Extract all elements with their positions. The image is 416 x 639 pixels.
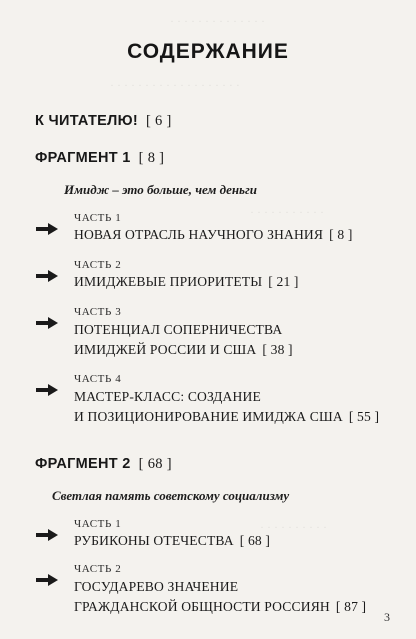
fragment-2-subtitle: Светлая память советскому социализму [52, 488, 290, 503]
toc-part-2-1[interactable] [36, 518, 376, 558]
part-number: ЧАСТЬ 2 [74, 259, 122, 271]
arrow-bullet-icon [36, 384, 58, 396]
toc-fragment-2[interactable] [35, 456, 172, 473]
show-through-text: · · · · · · · · · · · · · · [170, 14, 265, 28]
show-through-text: · · · · · · · · · · [260, 520, 327, 534]
part-page: [ 8 ] [329, 227, 353, 242]
toc-to-reader-entry[interactable] [35, 113, 172, 130]
part-number: ЧАСТЬ 1 [74, 518, 122, 530]
fragment-label: ФРАГМЕНТ 2 [35, 456, 131, 472]
fragment-page: [ 68 ] [138, 456, 172, 472]
part-page: [ 87 ] [335, 599, 367, 614]
fragment-page: [ 8 ] [138, 150, 165, 166]
toc-part-1-3[interactable] [36, 306, 376, 362]
part-title-line: ИМИДЖЕЙ РОССИИ И США [ 38 ] [74, 342, 293, 357]
toc-part-1-1[interactable] [36, 212, 376, 252]
part-title-line: НОВАЯ ОТРАСЛЬ НАУЧНОГО ЗНАНИЯ [ 8 ] [74, 227, 353, 242]
part-number: ЧАСТЬ 3 [74, 306, 122, 318]
arrow-bullet-icon [36, 270, 58, 282]
part-title-line: ПОТЕНЦИАЛ СОПЕРНИЧЕСТВА [74, 322, 283, 337]
part-page: [ 38 ] [262, 342, 293, 357]
arrow-bullet-icon [36, 317, 58, 329]
fragment-1-subtitle: Имидж – это больше, чем деньги [64, 182, 258, 197]
to-reader-page: [ 6 ] [145, 113, 172, 129]
toc-part-1-2[interactable] [36, 259, 376, 299]
arrow-bullet-icon [36, 223, 58, 235]
part-title-line: ГРАЖДАНСКОЙ ОБЩНОСТИ РОССИЯН [ 87 ] [74, 599, 367, 614]
part-title-line: ГОСУДАРЕВО ЗНАЧЕНИЕ [74, 579, 239, 594]
part-number: ЧАСТЬ 4 [74, 373, 122, 385]
page-title: СОДЕРЖАНИЕ [127, 40, 289, 63]
part-number: ЧАСТЬ 2 [74, 563, 122, 575]
to-reader-label: К ЧИТАТЕЛЮ! [35, 113, 138, 129]
arrow-bullet-icon [36, 574, 58, 586]
arrow-bullet-icon [36, 529, 58, 541]
toc-part-1-4[interactable] [36, 373, 380, 429]
part-page: [ 21 ] [268, 274, 299, 289]
show-through-text: · · · · · · · · · · · [250, 205, 324, 219]
show-through-text: · · · · · · · · · · · · · · · · · · · [110, 78, 240, 92]
fragment-label: ФРАГМЕНТ 1 [35, 150, 131, 166]
part-page: [ 68 ] [239, 533, 271, 548]
page-number: 3 [384, 610, 390, 624]
part-page: [ 55 ] [348, 409, 380, 424]
part-title-line: РУБИКОНЫ ОТЕЧЕСТВА [ 68 ] [74, 533, 271, 548]
part-title-line: И ПОЗИЦИОНИРОВАНИЕ ИМИДЖА США [ 55 ] [74, 409, 380, 424]
toc-part-2-2[interactable] [36, 563, 376, 619]
part-title-line: ИМИДЖЕВЫЕ ПРИОРИТЕТЫ [ 21 ] [74, 274, 299, 289]
toc-fragment-1[interactable] [35, 150, 164, 167]
part-number: ЧАСТЬ 1 [74, 212, 122, 224]
part-title-line: МАСТЕР-КЛАСС: СОЗДАНИЕ [74, 389, 261, 404]
